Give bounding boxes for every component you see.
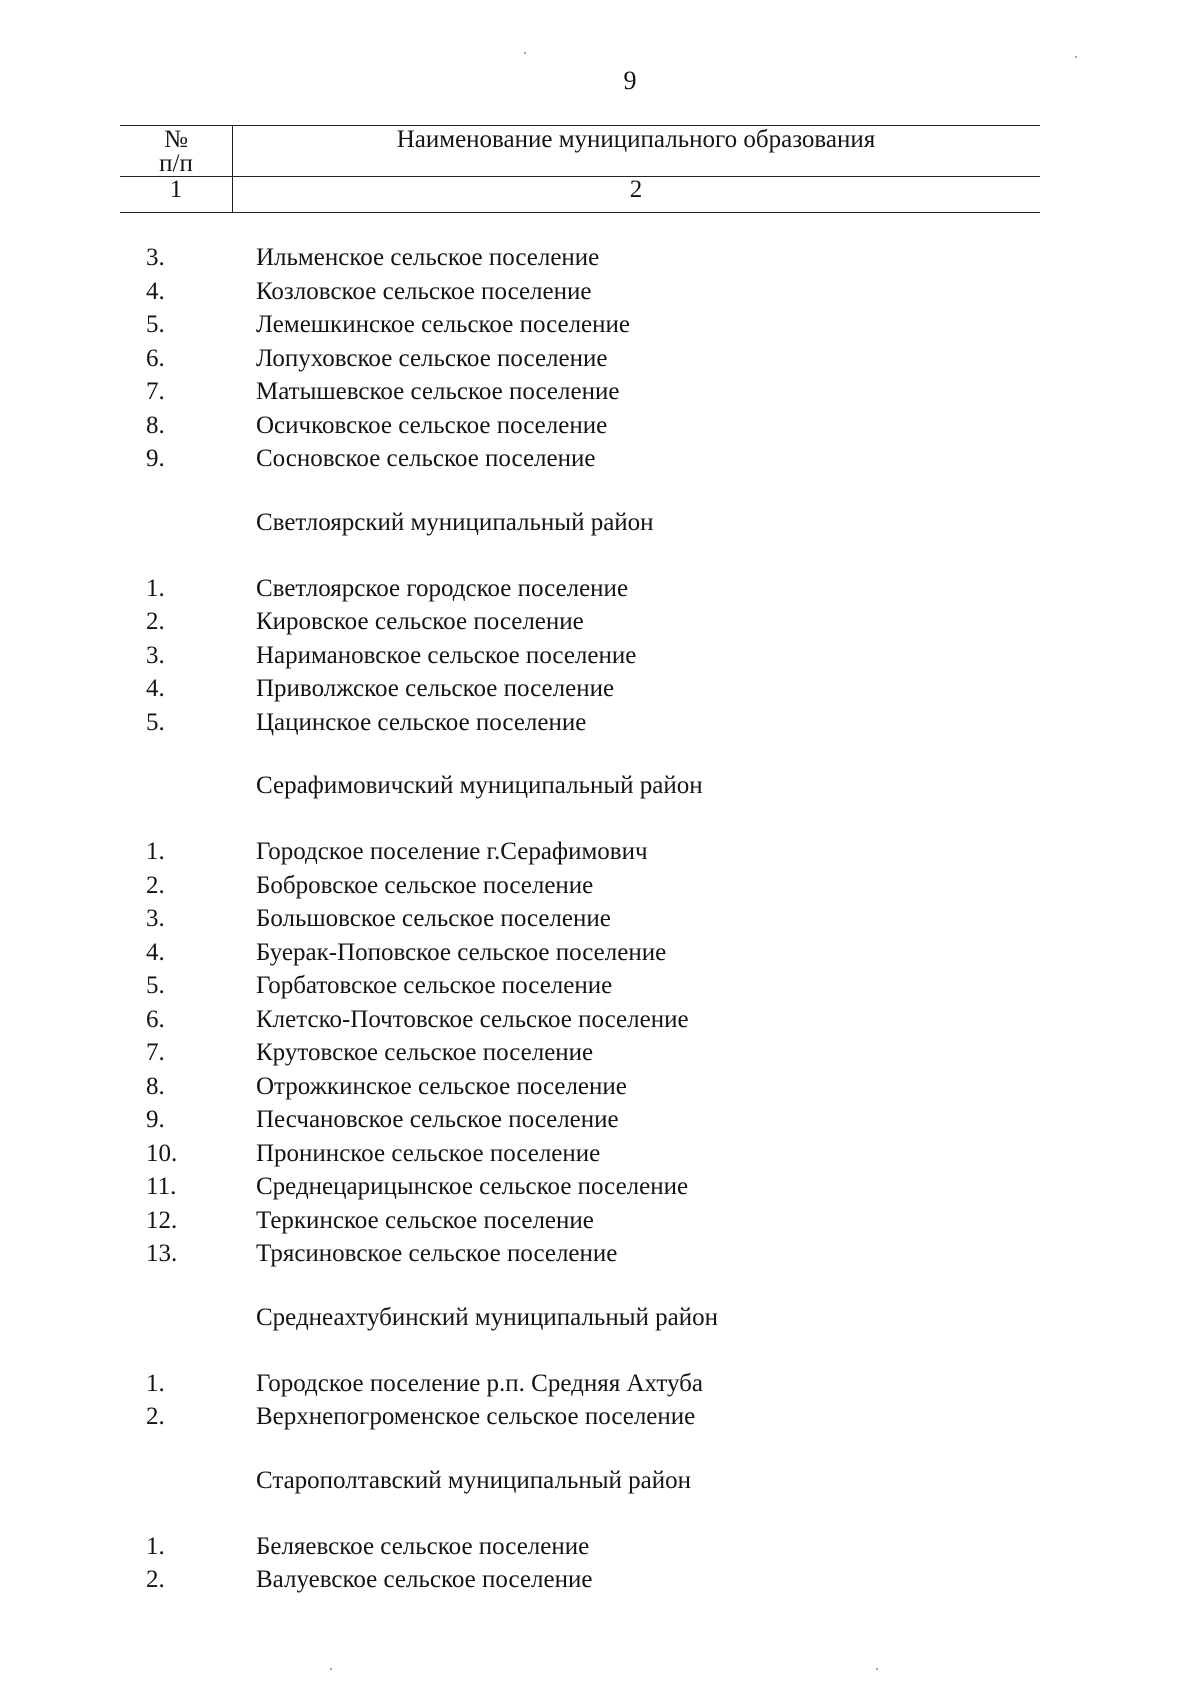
district-section [146,1464,1046,1597]
item-number: 3. [146,641,165,669]
item-name: Теркинское сельское поселение [256,1206,594,1234]
item-name: Большовское сельское поселение [256,905,611,932]
item-name: Кировское сельское поселение [256,608,584,635]
item-name: Бобровское сельское поселение [256,871,594,899]
list-item [146,572,1046,606]
item-name: Ильменское сельское поселение [256,244,600,271]
district-title: Среднеахтубинский муниципальный район [256,1303,718,1331]
item-number: 12. [146,1206,178,1234]
item-name: Горбатовское сельское поселение [256,972,613,999]
list-item [146,1204,1046,1238]
list-item [146,442,1046,476]
list-item [146,1237,1046,1271]
column-number-symbol: № [164,126,188,153]
item-name: Цацинское сельское поселение [256,708,587,736]
continued-items [146,241,1046,476]
page-number: 9 [623,66,637,95]
list-item [146,605,1046,639]
item-number: 3. [146,905,165,932]
districts [146,506,1046,1597]
column-index-2: 2 [629,176,643,203]
item-number: 4. [146,938,165,966]
list-item [146,1003,1046,1037]
district-title: Старополтавский муниципальный район [256,1466,691,1494]
item-name: Трясиновское сельское поселение [256,1240,618,1267]
item-number: 5. [146,972,165,999]
item-name: Городское поселение р.п. Средняя Ахтуба [256,1369,703,1397]
item-number: 8. [146,1072,165,1100]
item-name: Сосновское сельское поселение [256,445,596,472]
item-name: Верхнепогроменское сельское поселение [256,1403,696,1430]
list-item [146,1070,1046,1104]
item-name: Песчановское сельское поселение [256,1106,619,1133]
item-number: 3. [146,244,165,271]
item-number: 1. [146,1369,165,1397]
item-number: 9. [146,445,165,472]
item-number: 2. [146,608,165,635]
item-name: Светлоярское городское поселение [256,574,629,602]
list-item [146,308,1046,342]
item-number: 1. [146,574,165,602]
item-name: Наримановское сельское поселение [256,641,637,669]
list-item [146,706,1046,740]
item-name: Лопуховское сельское поселение [256,344,608,372]
column-number-abbr: п/п [159,150,193,177]
item-number: 7. [146,378,165,405]
list-item [146,342,1046,376]
district-section [146,769,1046,1271]
list-item [146,639,1046,673]
item-name: Козловское сельское поселение [256,277,592,305]
item-number: 4. [146,675,165,702]
list-item [146,835,1046,869]
item-number: 4. [146,277,165,305]
district-title: Серафимовичский муниципальный район [256,772,703,799]
header-row-divider [120,176,1040,177]
item-number: 2. [146,1566,165,1593]
list-item [146,1367,1046,1401]
list-item [146,1530,1046,1564]
item-number: 10. [146,1139,178,1167]
list-item [146,672,1046,706]
list-item [146,1563,1046,1597]
list-item [146,1036,1046,1070]
table-header [120,125,1040,213]
list-item [146,1137,1046,1171]
scan-speck [330,1668,332,1670]
item-name: Лемешкинское сельское поселение [256,311,630,338]
column-number-header [120,128,232,176]
list-item [146,936,1046,970]
item-number: 7. [146,1039,165,1066]
item-number: 13. [146,1240,178,1267]
item-name: Осичковское сельское поселение [256,411,608,439]
scan-speck [876,1668,878,1670]
list-item [146,275,1046,309]
list-item [146,241,1046,275]
item-number: 8. [146,411,165,439]
item-number: 6. [146,344,165,372]
list-item [146,902,1046,936]
list-item [146,1103,1046,1137]
list-item [146,1170,1046,1204]
item-number: 2. [146,871,165,899]
column-index-1: 1 [169,176,183,203]
item-number: 1. [146,1532,165,1560]
list-item [146,869,1046,903]
item-number: 2. [146,1403,165,1430]
district-title: Светлоярский муниципальный район [256,508,654,536]
item-name: Беляевское сельское поселение [256,1532,590,1560]
scan-speck [524,52,526,54]
item-name: Городское поселение г.Серафимович [256,838,648,865]
item-number: 6. [146,1005,165,1033]
item-name: Буерак-Поповское сельское поселение [256,938,667,966]
district-section [146,1301,1046,1434]
list-item [146,409,1046,443]
district-section [146,506,1046,740]
list-item [146,375,1046,409]
list-item [146,969,1046,1003]
item-name: Клетско-Почтовское сельское поселение [256,1005,689,1033]
item-number: 9. [146,1106,165,1133]
item-number: 5. [146,311,165,338]
item-name: Крутовское сельское поселение [256,1039,594,1066]
item-name: Приволжское сельское поселение [256,675,615,702]
item-name: Валуевское сельское поселение [256,1566,593,1593]
item-name: Отрожкинское сельское поселение [256,1072,627,1100]
item-number: 1. [146,838,165,865]
item-number: 5. [146,708,165,736]
item-name: Матышевское сельское поселение [256,378,620,405]
item-name: Пронинское сельское поселение [256,1139,601,1167]
column-name-header: Наименование муниципального образования [396,126,876,153]
scan-speck [1075,56,1077,58]
item-number: 11. [146,1173,177,1200]
item-name: Среднецарицынское сельское поселение [256,1173,689,1200]
municipality-list [146,241,1046,1597]
list-item [146,1400,1046,1434]
